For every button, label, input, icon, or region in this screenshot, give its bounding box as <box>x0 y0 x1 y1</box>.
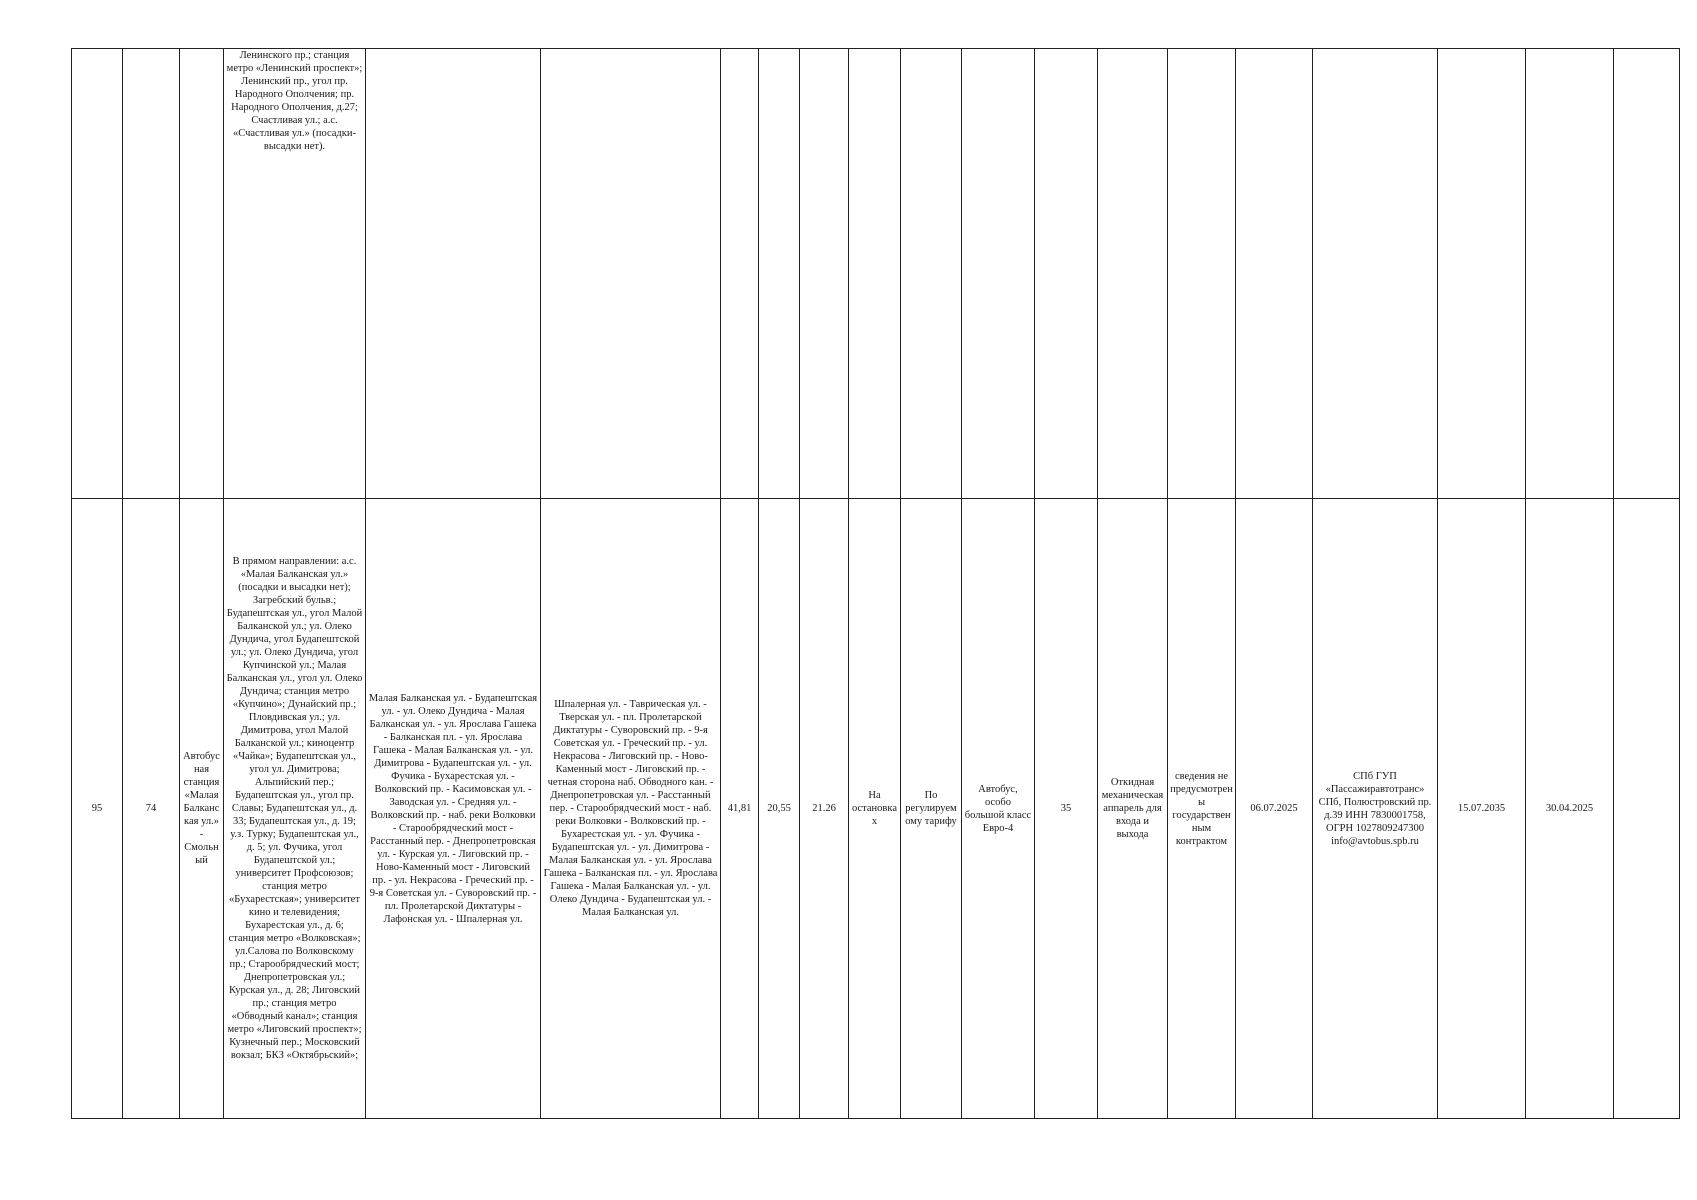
cell-vehicle-type: Автобус, особо большой класс Евро-4 <box>962 499 1035 1119</box>
table-row <box>72 49 1680 499</box>
cell-start-date: 06.07.2025 <box>1236 499 1313 1119</box>
cell-date <box>1526 49 1614 499</box>
cell-accessibility: Откидная механическая аппарель для входа и выхода <box>1098 499 1168 1119</box>
cell-stops: В прямом направлении: а.с. «Малая Балканская ул.» (посадки и высадки нет); Загребский бульв.; Будапештская ул., угол Малой Балканской ул.; ул. Олеко Дундича, угол Будапештской ул.; ул. Олеко Дундича, угол Купчинской ул.; Малая Балканская ул., угол ул. Олеко Дундича; станция метро «Купчино»; Дунайский пр.; Пловдивская ул.; ул. Димитрова, угол Малой Балканской ул.; киноцентр «Чайка»; Будапештская ул., угол ул. Димитрова; Альпийский пер.; Будапештская ул., угол пр. Славы; Будапештская ул., д. 33; Будапештская ул., д. 19; у.з. Турку; Будапештская ул., д. 5; ул. Фучика, угол Будапештской ул.; университет Профсоюзов; станция метро «Бухарестская»; университет кино и телевидения; Бухарестская ул., д. 6; станция метро «Волковская»; ул.Салова по Волковскому пр.; Старообрядческий мост; Днепропетровская ул.; Курская ул., д. 28; Лиговский пр.; станция метро «Обводный канал»; станция метро «Лиговский проспект»; Кузнечный пер.; Московский вокзал; БКЗ «Октябрьский»; <box>224 499 366 1119</box>
cell-contract-end: 15.07.2035 <box>1438 499 1526 1119</box>
cell-vehicle-count: 35 <box>1035 499 1098 1119</box>
cell-streets-backward <box>541 49 721 499</box>
cell-other-info: сведения не предусмотрены государственным контрактом <box>1168 499 1236 1119</box>
cell-other-info <box>1168 49 1236 499</box>
cell-length-backward <box>759 49 800 499</box>
cell-streets-forward <box>366 49 541 499</box>
cell-vehicle-type <box>962 49 1035 499</box>
cell-streets-forward: Малая Балканская ул. - Будапештская ул. - ул. Олеко Дундича - Малая Балканская ул. - ул. Ярослава Гашека - Балканская пл. - ул. Ярослава Гашека - Малая Балканская ул. - ул. Димитрова - Будапештская ул. - ул. Фучика - Бухарестская ул. - Волковский пр. - Касимовская ул. - Заводская ул. - Средняя ул. - Волковский пр. - наб. реки Волковки - Старообрядческий мост - Расстанный пер. - Днепропетровская ул. - Курская ул. - Лиговский пр. - Ново-Каменный мост - Лиговский пр. - ул. Некрасова - Греческий пр. - 9-я Советская ул. - Суворовский пр. - пл. Пролетарской Диктатуры - Лафонская ул. - Шпалерная ул. <box>366 499 541 1119</box>
cell-date: 30.04.2025 <box>1526 499 1614 1119</box>
cell-route-name <box>180 49 224 499</box>
cell-boarding-order <box>849 49 901 499</box>
cell-contract-end <box>1438 49 1526 499</box>
cell-tariff <box>901 49 962 499</box>
cell-route-name: Автобусная станция «Малая Балканская ул.» - Смольный <box>180 499 224 1119</box>
cell-row-number: 95 <box>72 499 123 1119</box>
cell-length-backward: 20,55 <box>759 499 800 1119</box>
cell-carrier <box>1313 49 1438 499</box>
cell-streets-backward: Шпалерная ул. - Таврическая ул. - Тверская ул. - пл. Пролетарской Диктатуры - Суворовский пр. - 9-я Советская ул. - Греческий пр. - ул. Некрасова - Лиговский пр. - Ново-Каменный мост - Лиговский пр. - четная сторона наб. Обводного кан. - Днепропетровская ул. - Расстанный пер. - Старообрядческий мост - наб. реки Волковки - Волковский пр. - Бухарестская ул. - ул. Фучика - Будапештская ул. - ул. Димитрова - Малая Балканская ул. - ул. Ярослава Гашека - Балканская пл. - ул. Ярослава Гашека - Малая Балканская ул. - ул. Олеко Дундича - Будапештская ул. - Малая Балканская ул. <box>541 499 721 1119</box>
cell-notes <box>1614 49 1680 499</box>
cell-length-forward <box>721 49 759 499</box>
cell-tariff: По регулируемому тарифу <box>901 499 962 1119</box>
cell-stops: Ленинского пр.; станция метро «Ленинский проспект»; Ленинский пр., угол пр. Народного Ополчения; пр. Народного Ополчения, д.27; Счастливая ул.; а.с. «Счастливая ул.» (посадки-высадки нет). <box>224 49 366 499</box>
cell-route-number: 74 <box>123 499 180 1119</box>
cell-length-forward: 41,81 <box>721 499 759 1119</box>
cell-notes <box>1614 499 1680 1119</box>
route-registry-table <box>71 48 1680 1119</box>
cell-start-date <box>1236 49 1313 499</box>
table-row <box>72 499 1680 1119</box>
cell-vehicle-count <box>1035 49 1098 499</box>
cell-row-number <box>72 49 123 499</box>
cell-carrier: СПб ГУП «Пассажиравтотранс» СПб, Полюстровский пр. д.39 ИНН 7830001758, ОГРН 1027809247300 info@avtobus.spb.ru <box>1313 499 1438 1119</box>
cell-boarding-order: На остановках <box>849 499 901 1119</box>
cell-accessibility <box>1098 49 1168 499</box>
cell-length-extra: 21.26 <box>800 499 849 1119</box>
cell-length-extra <box>800 49 849 499</box>
cell-route-number <box>123 49 180 499</box>
